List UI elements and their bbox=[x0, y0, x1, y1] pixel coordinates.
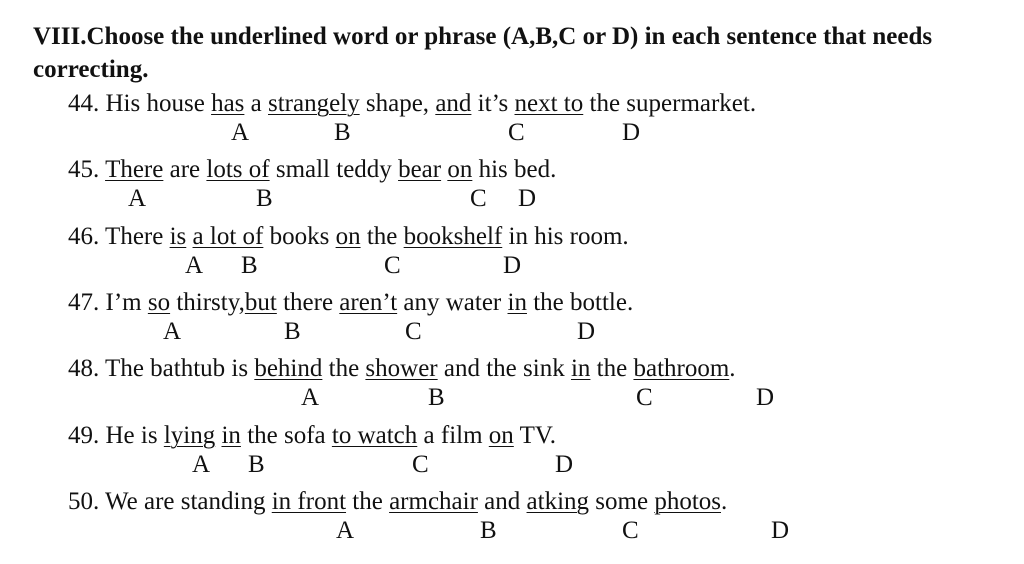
option-letter-c: C bbox=[508, 119, 525, 146]
sentence-text: it’s bbox=[471, 90, 515, 117]
question-49 bbox=[68, 420, 574, 478]
option-letter-b: B bbox=[480, 517, 497, 544]
sentence-text: there bbox=[276, 289, 340, 316]
option-letter-d: D bbox=[756, 384, 775, 411]
option-letter-c: C bbox=[470, 185, 487, 212]
sentence-text: his bed. bbox=[472, 156, 557, 183]
option-letter-a: A bbox=[231, 119, 250, 146]
question-sentence bbox=[68, 486, 727, 518]
underlined-phrase: in bbox=[570, 355, 591, 382]
sentence-text: shape, bbox=[359, 90, 436, 117]
option-letter-c: C bbox=[384, 252, 401, 279]
option-letter-c: C bbox=[405, 318, 422, 345]
sentence-text: We are standing bbox=[99, 488, 272, 515]
underlined-phrase: and bbox=[435, 90, 472, 117]
option-letter-c: C bbox=[636, 384, 653, 411]
question-47 bbox=[68, 287, 634, 345]
underlined-phrase: in bbox=[507, 289, 527, 316]
question-number: 44. bbox=[68, 90, 100, 117]
option-letter-b: B bbox=[334, 119, 351, 146]
underlined-phrase: bookshelf bbox=[403, 223, 503, 250]
option-letter-a: A bbox=[163, 318, 182, 345]
underlined-phrase: lying bbox=[163, 422, 216, 449]
sentence-text: some bbox=[589, 488, 655, 515]
option-letter-d: D bbox=[518, 185, 537, 212]
question-sentence bbox=[68, 88, 756, 120]
option-letter-b: B bbox=[248, 451, 265, 478]
sentence-text: the supermarket. bbox=[583, 90, 757, 117]
underlined-phrase: There bbox=[105, 156, 164, 183]
question-sentence bbox=[68, 154, 556, 186]
sentence-text: a bbox=[244, 90, 268, 117]
sentence-text: are bbox=[163, 156, 207, 183]
question-sentence bbox=[68, 353, 736, 385]
option-letter-d: D bbox=[622, 119, 641, 146]
underlined-phrase: lots of bbox=[206, 156, 270, 183]
question-number: 46. bbox=[68, 223, 100, 250]
sentence-text: His house bbox=[99, 90, 212, 117]
underlined-phrase: on bbox=[335, 223, 361, 250]
sentence-text: . bbox=[721, 488, 728, 515]
sentence-text: the bbox=[590, 355, 634, 382]
underlined-phrase: to watch bbox=[331, 422, 418, 449]
sentence-text: the bbox=[322, 355, 366, 382]
sentence-text: any water bbox=[397, 289, 508, 316]
option-letter-b: B bbox=[284, 318, 301, 345]
underlined-phrase: armchair bbox=[389, 488, 478, 515]
underlined-phrase: behind bbox=[254, 355, 323, 382]
option-letter-d: D bbox=[771, 517, 790, 544]
sentence-text: the sofa bbox=[240, 422, 332, 449]
option-letter-b: B bbox=[428, 384, 445, 411]
sentence-text: small teddy bbox=[269, 156, 399, 183]
sentence-text: a film bbox=[417, 422, 489, 449]
option-letter-a: A bbox=[128, 185, 147, 212]
option-letter-d: D bbox=[555, 451, 574, 478]
sentence-text: He is bbox=[99, 422, 164, 449]
underlined-phrase: a lot of bbox=[192, 223, 264, 250]
sentence-text: and bbox=[477, 488, 527, 515]
question-sentence bbox=[68, 420, 556, 452]
sentence-text: the bbox=[346, 488, 390, 515]
sentence-text: the bbox=[360, 223, 404, 250]
option-letter-b: B bbox=[256, 185, 273, 212]
underlined-phrase: next to bbox=[514, 90, 584, 117]
sentence-text: the bottle. bbox=[526, 289, 634, 316]
question-50 bbox=[68, 486, 790, 544]
option-letter-d: D bbox=[577, 318, 596, 345]
underlined-phrase: bathroom bbox=[633, 355, 730, 382]
underlined-phrase: in front bbox=[271, 488, 347, 515]
question-sentence bbox=[68, 287, 633, 319]
question-number: 48. bbox=[68, 355, 100, 382]
sentence-text: There bbox=[99, 223, 170, 250]
question-46 bbox=[68, 221, 629, 279]
sentence-text: and the sink bbox=[437, 355, 571, 382]
question-sentence bbox=[68, 221, 629, 253]
underlined-phrase: so bbox=[147, 289, 171, 316]
underlined-phrase: in bbox=[221, 422, 241, 449]
option-letter-a: A bbox=[185, 252, 204, 279]
sentence-text: TV. bbox=[513, 422, 556, 449]
sentence-text: I’m bbox=[99, 289, 148, 316]
sentence-text: thirsty, bbox=[170, 289, 245, 316]
option-letter-a: A bbox=[301, 384, 320, 411]
underlined-phrase: strangely bbox=[268, 90, 360, 117]
question-44 bbox=[68, 88, 757, 146]
sentence-text: The bathtub is bbox=[99, 355, 255, 382]
underlined-phrase: photos bbox=[654, 488, 721, 515]
underlined-phrase: shower bbox=[365, 355, 438, 382]
sentence-text: in his room. bbox=[502, 223, 629, 250]
underlined-phrase: but bbox=[244, 289, 277, 316]
option-letter-d: D bbox=[503, 252, 522, 279]
question-number: 50. bbox=[68, 488, 100, 515]
question-48 bbox=[68, 353, 775, 411]
option-letter-c: C bbox=[412, 451, 429, 478]
sentence-text: books bbox=[263, 223, 336, 250]
option-letter-b: B bbox=[241, 252, 258, 279]
underlined-phrase: on bbox=[447, 156, 473, 183]
underlined-phrase: bear bbox=[398, 156, 442, 183]
question-number: 49. bbox=[68, 422, 100, 449]
underlined-phrase: aren’t bbox=[339, 289, 398, 316]
question-number: 45. bbox=[68, 156, 100, 183]
underlined-phrase: on bbox=[488, 422, 514, 449]
underlined-phrase: is bbox=[169, 223, 187, 250]
underlined-phrase: has bbox=[211, 90, 245, 117]
underlined-phrase: atking bbox=[526, 488, 590, 515]
option-letter-c: C bbox=[622, 517, 639, 544]
question-number: 47. bbox=[68, 289, 100, 316]
exercise-heading: VIII.Choose the underlined word or phrase (A,B,C or D) in each sentence that needs correcting. bbox=[33, 23, 933, 83]
question-45 bbox=[68, 154, 557, 212]
option-letter-a: A bbox=[336, 517, 355, 544]
option-letter-a: A bbox=[192, 451, 211, 478]
sentence-text: . bbox=[729, 355, 736, 382]
